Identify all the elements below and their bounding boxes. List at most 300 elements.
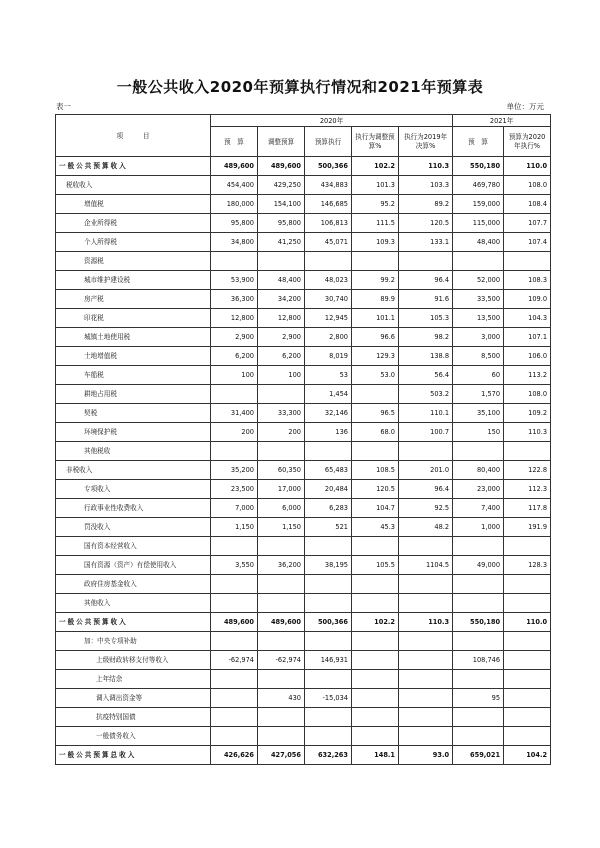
row-value: 98.2: [399, 328, 453, 347]
row-label: 其他收入: [56, 594, 211, 613]
row-value: 100: [258, 366, 305, 385]
row-value: 7,400: [453, 499, 504, 518]
row-value: [258, 252, 305, 271]
row-value: [305, 670, 352, 689]
row-label: 税收收入: [56, 176, 211, 195]
row-value: 2,900: [211, 328, 258, 347]
row-value: 632,263: [305, 746, 352, 765]
row-value: [453, 727, 504, 746]
budget-table: [55, 114, 551, 765]
row-label: 印花税: [56, 309, 211, 328]
row-value: -62,974: [211, 651, 258, 670]
row-value: 180,000: [211, 195, 258, 214]
row-value: 106.0: [504, 347, 551, 366]
row-value: 34,200: [258, 290, 305, 309]
table-row: [56, 252, 551, 271]
row-value: [399, 727, 453, 746]
row-value: [258, 385, 305, 404]
row-value: 101.1: [352, 309, 399, 328]
row-value: 200: [258, 423, 305, 442]
row-value: 426,626: [211, 746, 258, 765]
row-value: [258, 727, 305, 746]
row-value: 89.9: [352, 290, 399, 309]
row-value: [258, 670, 305, 689]
row-value: [305, 708, 352, 727]
row-value: 107.7: [504, 214, 551, 233]
row-value: [258, 442, 305, 461]
row-value: [305, 252, 352, 271]
row-value: 6,283: [305, 499, 352, 518]
row-value: 100: [211, 366, 258, 385]
table-row: [56, 746, 551, 765]
row-value: [352, 252, 399, 271]
header-item: 项 目: [56, 115, 211, 157]
row-value: 102.2: [352, 157, 399, 176]
row-value: [258, 594, 305, 613]
row-value: 154,100: [258, 195, 305, 214]
row-value: [211, 442, 258, 461]
row-value: [352, 670, 399, 689]
row-label: 房产税: [56, 290, 211, 309]
row-label: 增值税: [56, 195, 211, 214]
row-label: 企业所得税: [56, 214, 211, 233]
row-value: [258, 708, 305, 727]
row-value: [453, 575, 504, 594]
row-label: 专项收入: [56, 480, 211, 499]
row-value: 96.4: [399, 480, 453, 499]
row-label: 非税收入: [56, 461, 211, 480]
row-value: [211, 385, 258, 404]
row-value: [399, 670, 453, 689]
row-value: 103.3: [399, 176, 453, 195]
row-value: 48,400: [453, 233, 504, 252]
row-label: 个人所得税: [56, 233, 211, 252]
row-value: 99.2: [352, 271, 399, 290]
row-value: 95,800: [211, 214, 258, 233]
row-label: 一般公共预算收入: [56, 157, 211, 176]
table-row: [56, 594, 551, 613]
row-label: 一般公共预算总收入: [56, 746, 211, 765]
row-value: 148.1: [352, 746, 399, 765]
row-value: 159,000: [453, 195, 504, 214]
row-value: [399, 708, 453, 727]
row-value: 53: [305, 366, 352, 385]
row-value: [211, 708, 258, 727]
row-value: 23,000: [453, 480, 504, 499]
row-value: 95,800: [258, 214, 305, 233]
row-value: [211, 727, 258, 746]
row-value: [305, 594, 352, 613]
row-value: 12,945: [305, 309, 352, 328]
row-value: 469,780: [453, 176, 504, 195]
row-value: 110.3: [504, 423, 551, 442]
row-value: [352, 385, 399, 404]
row-value: 550,180: [453, 613, 504, 632]
row-value: [211, 670, 258, 689]
row-value: [399, 575, 453, 594]
table-row: [56, 233, 551, 252]
row-value: 68.0: [352, 423, 399, 442]
row-value: [211, 575, 258, 594]
row-value: [504, 651, 551, 670]
row-label: 抗疫特别国债: [56, 708, 211, 727]
row-label: 环境保护税: [56, 423, 211, 442]
row-label: 一般公共预算收入: [56, 613, 211, 632]
row-value: 1,000: [453, 518, 504, 537]
table-row: [56, 214, 551, 233]
row-value: 1104.5: [399, 556, 453, 575]
row-value: [504, 537, 551, 556]
row-value: 56.4: [399, 366, 453, 385]
table-row: [56, 575, 551, 594]
row-value: [352, 689, 399, 708]
header-budget-2021: 预 算: [453, 127, 504, 157]
row-value: 659,021: [453, 746, 504, 765]
row-value: 20,484: [305, 480, 352, 499]
row-label: 资源税: [56, 252, 211, 271]
row-value: [399, 651, 453, 670]
row-value: [504, 594, 551, 613]
row-value: 101.3: [352, 176, 399, 195]
page-title: 一般公共收入2020年预算执行情况和2021年预算表: [116, 78, 484, 96]
row-value: 6,000: [258, 499, 305, 518]
row-value: 112.3: [504, 480, 551, 499]
row-value: [352, 537, 399, 556]
row-value: 100.7: [399, 423, 453, 442]
row-value: [399, 632, 453, 651]
table-row: [56, 537, 551, 556]
row-value: -15,034: [305, 689, 352, 708]
row-value: 3,000: [453, 328, 504, 347]
row-value: 45,071: [305, 233, 352, 252]
row-value: 110.3: [399, 613, 453, 632]
row-value: 53.0: [352, 366, 399, 385]
row-value: [453, 632, 504, 651]
row-value: [504, 632, 551, 651]
row-value: 108.3: [504, 271, 551, 290]
row-value: 122.8: [504, 461, 551, 480]
row-value: 489,600: [211, 613, 258, 632]
row-value: 105.3: [399, 309, 453, 328]
row-value: 113.2: [504, 366, 551, 385]
row-label: 国有资源（资产）有偿使用收入: [56, 556, 211, 575]
row-value: 6,200: [258, 347, 305, 366]
table-row: [56, 613, 551, 632]
row-value: 31,400: [211, 404, 258, 423]
row-value: 33,500: [453, 290, 504, 309]
row-value: [504, 252, 551, 271]
row-value: 108,746: [453, 651, 504, 670]
row-value: [453, 594, 504, 613]
row-label: 城镇土地使用税: [56, 328, 211, 347]
row-value: 102.2: [352, 613, 399, 632]
row-value: [305, 727, 352, 746]
table-row: [56, 157, 551, 176]
row-value: 120.5: [399, 214, 453, 233]
row-value: 49,000: [453, 556, 504, 575]
row-value: 92.5: [399, 499, 453, 518]
row-value: 489,600: [211, 157, 258, 176]
row-value: 489,600: [258, 157, 305, 176]
row-value: 12,800: [211, 309, 258, 328]
row-value: 109.3: [352, 233, 399, 252]
row-value: 107.4: [504, 233, 551, 252]
row-value: [504, 708, 551, 727]
row-value: 201.0: [399, 461, 453, 480]
row-value: 89.2: [399, 195, 453, 214]
row-value: [399, 537, 453, 556]
row-value: 65,483: [305, 461, 352, 480]
row-value: [504, 442, 551, 461]
header-2020: 2020年: [211, 115, 453, 127]
row-value: [211, 632, 258, 651]
row-label: 车船税: [56, 366, 211, 385]
row-value: 500,366: [305, 613, 352, 632]
row-label: 耕地占用税: [56, 385, 211, 404]
table-row: [56, 385, 551, 404]
row-value: 430: [258, 689, 305, 708]
row-value: 503.2: [399, 385, 453, 404]
row-value: 106,813: [305, 214, 352, 233]
row-value: 60: [453, 366, 504, 385]
row-value: [211, 252, 258, 271]
table-row: [56, 195, 551, 214]
row-value: 108.5: [352, 461, 399, 480]
row-value: 36,300: [211, 290, 258, 309]
row-value: 1,150: [211, 518, 258, 537]
row-value: 120.5: [352, 480, 399, 499]
row-label: 一般债务收入: [56, 727, 211, 746]
row-value: [211, 537, 258, 556]
table-row: [56, 518, 551, 537]
row-value: [258, 575, 305, 594]
row-value: 111.5: [352, 214, 399, 233]
row-value: 41,250: [258, 233, 305, 252]
row-value: 191.9: [504, 518, 551, 537]
row-value: [352, 442, 399, 461]
row-value: [504, 575, 551, 594]
row-value: 45.3: [352, 518, 399, 537]
header-2021: 2021年: [453, 115, 551, 127]
row-label: 土地增值税: [56, 347, 211, 366]
row-value: 36,200: [258, 556, 305, 575]
row-value: [399, 594, 453, 613]
row-value: [504, 689, 551, 708]
row-value: 133.1: [399, 233, 453, 252]
row-label: 上年结余: [56, 670, 211, 689]
row-label: 罚没收入: [56, 518, 211, 537]
row-value: [453, 670, 504, 689]
unit-label: 单位：万元: [506, 102, 544, 111]
row-value: [399, 442, 453, 461]
row-value: 12,800: [258, 309, 305, 328]
row-value: 35,200: [211, 461, 258, 480]
row-value: [352, 708, 399, 727]
row-value: [258, 632, 305, 651]
row-value: [305, 632, 352, 651]
row-value: 489,600: [258, 613, 305, 632]
row-label: 行政事业性收费收入: [56, 499, 211, 518]
header-exec-vs-2019: 执行为2019年决算%: [399, 127, 453, 157]
table-row: [56, 309, 551, 328]
row-value: [305, 442, 352, 461]
row-value: 48,023: [305, 271, 352, 290]
row-value: 3,550: [211, 556, 258, 575]
row-value: 550,180: [453, 157, 504, 176]
row-value: 34,800: [211, 233, 258, 252]
row-value: 146,685: [305, 195, 352, 214]
table-row: [56, 727, 551, 746]
row-value: 48.2: [399, 518, 453, 537]
row-value: [453, 708, 504, 727]
table-row: [56, 651, 551, 670]
row-value: 138.8: [399, 347, 453, 366]
row-value: 96.4: [399, 271, 453, 290]
row-value: 104.7: [352, 499, 399, 518]
row-value: 60,350: [258, 461, 305, 480]
row-value: [352, 632, 399, 651]
row-value: 93.0: [399, 746, 453, 765]
header-execution: 预算执行: [305, 127, 352, 157]
row-value: 110.0: [504, 613, 551, 632]
row-value: [352, 575, 399, 594]
row-value: [352, 594, 399, 613]
table-row: [56, 442, 551, 461]
row-value: [352, 651, 399, 670]
row-value: 17,000: [258, 480, 305, 499]
row-value: 109.0: [504, 290, 551, 309]
table-row: [56, 461, 551, 480]
row-value: 110.1: [399, 404, 453, 423]
row-label: 其他税收: [56, 442, 211, 461]
row-value: 427,056: [258, 746, 305, 765]
row-value: 8,500: [453, 347, 504, 366]
row-value: 48,400: [258, 271, 305, 290]
row-value: 96.5: [352, 404, 399, 423]
row-label: 政府住房基金收入: [56, 575, 211, 594]
row-label: 国有资本经营收入: [56, 537, 211, 556]
row-label: 上级财政转移支付等收入: [56, 651, 211, 670]
row-value: [504, 670, 551, 689]
table-row: [56, 176, 551, 195]
row-value: 108.0: [504, 176, 551, 195]
row-value: [399, 252, 453, 271]
row-value: 104.3: [504, 309, 551, 328]
row-label: 调入调出资金等: [56, 689, 211, 708]
table-row: [56, 708, 551, 727]
row-value: 30,740: [305, 290, 352, 309]
header-budget: 预 算: [211, 127, 258, 157]
header-exec-vs-adjusted: 执行为调整预算%: [352, 127, 399, 157]
row-value: 108.4: [504, 195, 551, 214]
header-budget-vs-2020: 预算为2020年执行%: [504, 127, 551, 157]
row-value: 521: [305, 518, 352, 537]
row-value: 91.6: [399, 290, 453, 309]
table-row: [56, 328, 551, 347]
row-value: 200: [211, 423, 258, 442]
row-value: 53,900: [211, 271, 258, 290]
row-value: [504, 727, 551, 746]
table-row: [56, 556, 551, 575]
row-value: [211, 689, 258, 708]
row-value: 434,883: [305, 176, 352, 195]
row-value: 38,195: [305, 556, 352, 575]
row-value: 2,800: [305, 328, 352, 347]
row-value: [453, 442, 504, 461]
row-value: 1,150: [258, 518, 305, 537]
table-row: [56, 689, 551, 708]
row-value: 33,300: [258, 404, 305, 423]
row-value: 136: [305, 423, 352, 442]
row-value: [453, 252, 504, 271]
row-value: [352, 727, 399, 746]
row-value: 1,570: [453, 385, 504, 404]
row-value: 95: [453, 689, 504, 708]
row-label: 契税: [56, 404, 211, 423]
row-value: [305, 537, 352, 556]
row-value: 108.0: [504, 385, 551, 404]
row-value: 35,100: [453, 404, 504, 423]
row-value: 8,019: [305, 347, 352, 366]
row-value: [258, 537, 305, 556]
row-value: -62,974: [258, 651, 305, 670]
header-adjusted: 调整预算: [258, 127, 305, 157]
table-row: [56, 347, 551, 366]
row-value: 105.5: [352, 556, 399, 575]
row-value: 7,000: [211, 499, 258, 518]
row-value: 500,366: [305, 157, 352, 176]
row-value: 146,931: [305, 651, 352, 670]
row-label: 城市维护建设税: [56, 271, 211, 290]
row-value: 52,000: [453, 271, 504, 290]
table-row: [56, 670, 551, 689]
table-row: [56, 632, 551, 651]
row-value: 2,900: [258, 328, 305, 347]
table-row: [56, 271, 551, 290]
row-value: [211, 594, 258, 613]
row-value: 1,454: [305, 385, 352, 404]
table-row: [56, 290, 551, 309]
row-value: 13,500: [453, 309, 504, 328]
row-value: 117.8: [504, 499, 551, 518]
row-label: 加：中央专项补助: [56, 632, 211, 651]
table-number: 表一: [56, 102, 71, 111]
row-value: 110.0: [504, 157, 551, 176]
table-row: [56, 423, 551, 442]
row-value: 23,500: [211, 480, 258, 499]
row-value: 104.2: [504, 746, 551, 765]
row-value: [453, 537, 504, 556]
table-row: [56, 480, 551, 499]
table-row: [56, 499, 551, 518]
row-value: 454,400: [211, 176, 258, 195]
row-value: 110.3: [399, 157, 453, 176]
row-value: 109.2: [504, 404, 551, 423]
row-value: 115,000: [453, 214, 504, 233]
row-value: 128.3: [504, 556, 551, 575]
row-value: 150: [453, 423, 504, 442]
row-value: 32,146: [305, 404, 352, 423]
row-value: 95.2: [352, 195, 399, 214]
row-value: 129.3: [352, 347, 399, 366]
table-row: [56, 366, 551, 385]
row-value: 96.6: [352, 328, 399, 347]
row-value: [305, 575, 352, 594]
row-value: 6,200: [211, 347, 258, 366]
row-value: 107.1: [504, 328, 551, 347]
table-row: [56, 404, 551, 423]
row-value: 429,250: [258, 176, 305, 195]
